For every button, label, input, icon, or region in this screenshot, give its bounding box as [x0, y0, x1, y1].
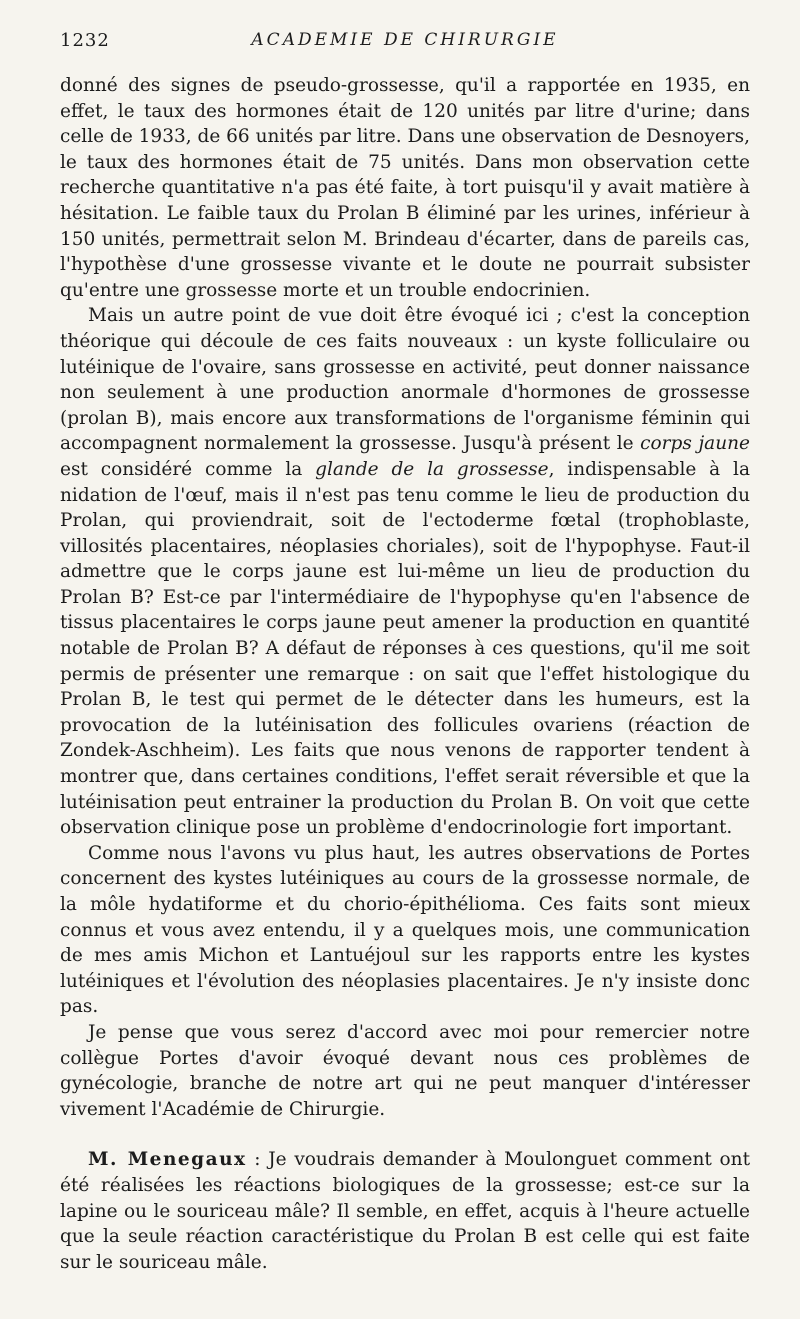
term-corps-jaune: corps jaune	[640, 433, 750, 455]
speaker-text: : Je voudrais demander à Moulonguet comment ont été réalisées les réactions biologiques de la grossesse; est-ce sur la lapine ou le souriceau mâle? Il semble, en effet, acquis à l'heure actuelle que la seule réaction caractéristique du Prolan B est celle qui est faite sur le souriceau mâle.	[60, 1149, 751, 1273]
speaker-name: M. Menegaux	[88, 1149, 247, 1171]
paragraph-2-part-a: Mais un autre point de vue doit être évoqué ici ; c'est la conception théorique qui découle de ces faits nouveaux : un kyste folliculaire ou lutéinique de l'ovaire, sans grossesse en activité, peut donner naissance non seulement à une production anormale d'hormones de grossesse (prolan B), mais encore aux transformations de l'organisme féminin qui accompagnent normalement la grossesse. Jusqu'à présent le	[60, 305, 750, 455]
paragraph-4: Je pense que vous serez d'accord avec moi pour remercier notre collègue Portes d'avoir évoqué devant nous ces problèmes de gynécologie, branche de notre art qui ne peut manquer d'intéresser vivement l'Académie de Chirurgie.	[60, 1021, 750, 1120]
term-glande-grossesse: glande de la grossesse	[315, 458, 549, 480]
running-header	[60, 30, 750, 56]
paragraph-5	[60, 1147, 750, 1275]
journal-title: ACADEMIE DE CHIRURGIE	[251, 30, 559, 50]
body-text	[60, 73, 750, 1275]
page-number: 1232	[60, 30, 110, 51]
paragraph-2-part-c: , indispensable à la nidation de l'œuf, mais il n'est pas tenu comme le lieu de production du Prolan, qui proviendrait, soit de l'ectoderme fœtal (trophoblaste, villosités placentaires, néoplasies choriales), soit de l'hypophyse. Faut-il admettre que le corps jaune est lui-même un lieu de production du Prolan B? Est-ce par l'intermédiaire de l'hypophyse qu'en l'absence de tissus placentaires le corps jaune peut amener la production en quantité notable de Prolan B? A défaut de réponses à ces questions, qu'il me soit permis de présenter une remarque : on sait que l'effet histologique du Prolan B, le test qui permet de le détecter dans les humeurs, est la provocation de la lutéinisation des follicules ovariens (réaction de Zondek-Aschheim). Les faits que nous venons de rapporter tendent à montrer que, dans certaines conditions, l'effet serait réversible et que la lutéinisation peut entrainer la production du Prolan B. On voit que cette observation clinique pose un problème d'endocrinologie fort important.	[60, 458, 750, 839]
paragraph-1: donné des signes de pseudo-grossesse, qu'il a rapportée en 1935, en effet, le taux des hormones était de 120 unités par litre d'urine; dans celle de 1933, de 66 unités par litre. Dans une observation de Desnoyers, le taux des hormones était de 75 unités. Dans mon observation cette recherche quantitative n'a pas été faite, à tort puisqu'il y avait matière à hésitation. Le faible taux du Prolan B éliminé par les urines, inférieur à 150 unités, permettrait selon M. Brindeau d'écarter, dans de pareils cas, l'hypothèse d'une grossesse vivante et le doute ne pourrait subsister qu'entre une grossesse morte et un trouble endocrinien.	[60, 75, 750, 301]
paragraph-3: Comme nous l'avons vu plus haut, les autres observations de Portes concernent des kystes lutéiniques au cours de la grossesse normale, de la môle hydatiforme et du chorio-épithélioma. Ces faits sont mieux connus et vous avez entendu, il y a quelques mois, une communication de mes amis Michon et Lantuéjoul sur les rapports entre les kystes lutéiniques et l'évolution des néoplasies placentaires. Je n'y insiste donc pas.	[60, 842, 750, 1018]
paragraph-2-part-b: est considéré comme la	[60, 458, 316, 480]
paragraph-2	[60, 303, 750, 840]
